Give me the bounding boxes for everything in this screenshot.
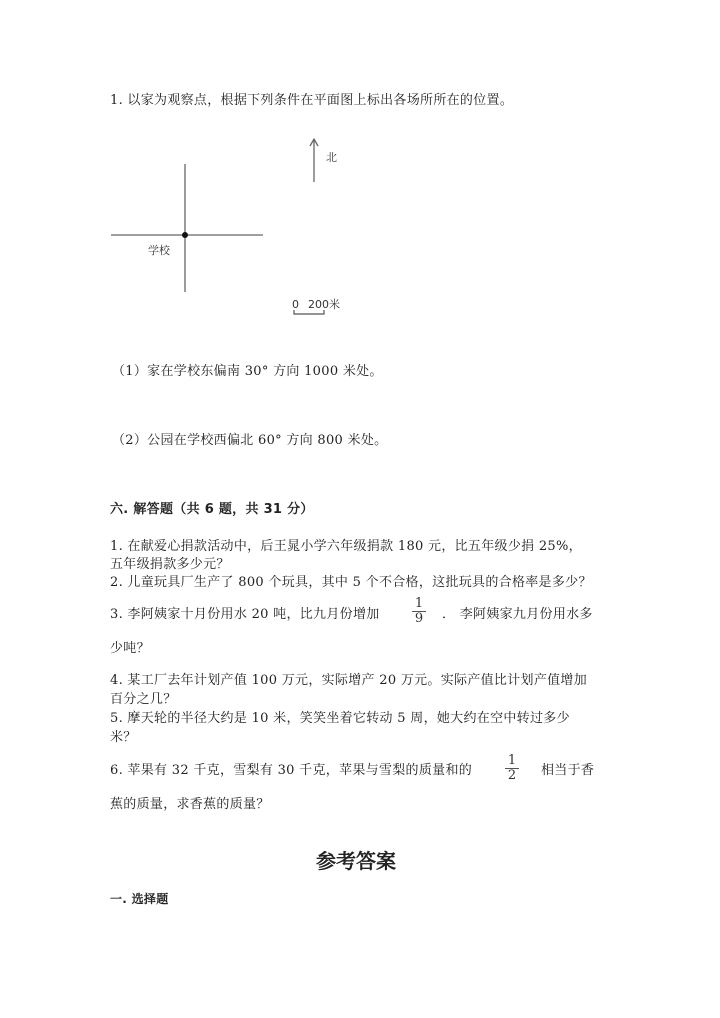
problem-2-line1: 2. 儿童玩具厂生产了 800 个玩具，其中 5 个不合格，这批玩具的合格率是多少？ (110, 575, 592, 590)
fraction-denominator: 2 (505, 768, 519, 783)
problem-3-fraction (412, 597, 426, 626)
scale-zero-label: 0 (292, 298, 299, 311)
condition-2: （2）公园在学校西偏北 60° 方向 800 米处。 (112, 433, 388, 448)
north-label: 北 (326, 151, 337, 164)
answers-title: 参考答案 (316, 849, 396, 873)
fraction-numerator: 1 (507, 753, 517, 768)
map-diagram (108, 136, 368, 326)
condition-1: （1）家在学校东偏南 30° 方向 1000 米处。 (112, 364, 383, 379)
problem-5-line1: 5. 摩天轮的半径大约是 10 米，笑笑坐着它转动 5 周，她大约在空中转过多少 (110, 711, 570, 726)
section-6-heading: 六. 解答题（共 6 题，共 31 分） (110, 502, 314, 517)
problem-4-line1: 4. 某工厂去年计划产值 100 万元，实际增产 20 万元。实际产值比计划产值增加 (110, 673, 588, 688)
fraction-numerator: 1 (414, 596, 424, 611)
fraction-denominator: 9 (412, 611, 426, 626)
problem-1-line2: 五年级捐款多少元？ (110, 557, 230, 572)
problem-5-line2: 米？ (110, 730, 137, 745)
problem-6-part-a: 6. 苹果有 32 千克，雪梨有 30 千克，苹果与雪梨的质量和的 (110, 763, 473, 778)
scale-label: 200米 (308, 298, 340, 311)
answers-section-1-heading: 一. 选择题 (110, 892, 169, 906)
problem-3-part-a: 3. 李阿姨家十月份用水 20 吨，比九月份增加 (110, 607, 380, 622)
problem-6-line2: 蕉的质量，求香蕉的质量？ (110, 797, 270, 812)
problem-6-part-b: 相当于香 (541, 763, 595, 778)
school-label: 学校 (148, 244, 170, 257)
problem-1-line1: 1. 在献爱心捐款活动中，后王晁小学六年级捐款 180 元，比五年级少捐 25%， (110, 539, 582, 554)
problem-3-line2: 少吨？ (110, 641, 150, 656)
problem-3-part-b: ． 李阿姨家九月份用水多 (442, 607, 593, 622)
problem-6-fraction (505, 754, 519, 783)
problem-4-line2: 百分之几？ (110, 692, 177, 707)
question-1-prompt: 1. 以家为观察点，根据下列条件在平面图上标出各场所所在的位置。 (110, 93, 514, 108)
